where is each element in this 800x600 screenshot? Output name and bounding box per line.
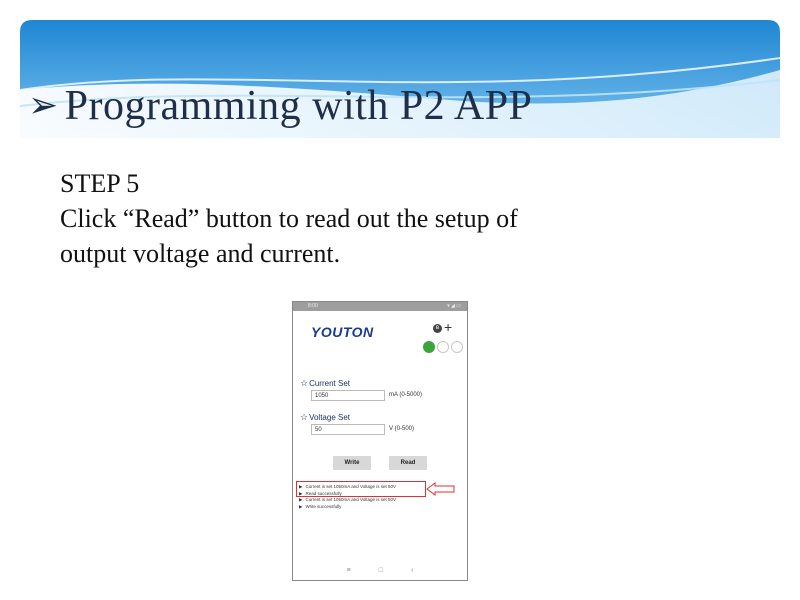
voltage-set-label-text: Voltage Set	[309, 413, 350, 422]
step-line-2: output voltage and current.	[60, 239, 341, 268]
step-heading: STEP 5	[60, 169, 140, 198]
write-button[interactable]: Write	[333, 456, 371, 470]
indicator-empty	[437, 341, 449, 353]
voltage-set-label	[300, 412, 350, 423]
connection-indicators	[423, 341, 463, 353]
add-icon[interactable]: +	[444, 319, 453, 335]
star-icon: ☆	[300, 378, 309, 388]
log-entry	[299, 504, 396, 511]
log-bullet-icon: ▶	[299, 490, 303, 496]
step-line-1: Click “Read” button to read out the setup of	[60, 204, 518, 233]
log-bullet-icon: ▶	[299, 497, 303, 502]
status-icons: ▾ ◢ ▭	[447, 303, 461, 309]
indicator-empty	[451, 341, 463, 353]
android-nav-bar	[293, 566, 467, 576]
bluetooth-icon[interactable]: ʙ	[433, 324, 442, 333]
star-icon: ☆	[300, 412, 309, 422]
log-entry-text: Current is set 1050mA and Voltage is set 50V	[305, 484, 397, 489]
log-bullet-icon: ▶	[299, 503, 303, 509]
status-bar	[293, 302, 467, 311]
log-bullet-icon: ▶	[299, 484, 303, 489]
pointer-arrow-icon	[426, 482, 456, 496]
message-log	[299, 484, 396, 510]
current-set-label	[300, 378, 350, 389]
slide-title-text: Programming with P2 APP	[64, 83, 533, 129]
voltage-input[interactable]: 50	[311, 424, 385, 435]
current-unit: mA (0-5000)	[389, 392, 423, 398]
log-entry-text: Write successfully	[305, 503, 342, 509]
slide-title	[28, 82, 532, 130]
current-input[interactable]: 1050	[311, 390, 385, 401]
home-icon[interactable]: □	[378, 567, 383, 574]
bluetooth-area[interactable]	[433, 319, 463, 336]
title-arrow-icon: ➢	[28, 85, 59, 125]
log-entry-text: Read successfully	[305, 490, 342, 496]
phone-screenshot	[292, 301, 468, 581]
voltage-unit: V (0-500)	[389, 426, 415, 432]
current-set-label-text: Current Set	[309, 379, 350, 388]
log-entry-text: Current is set 1050mA and Voltage is set 50V	[305, 497, 397, 502]
back-icon[interactable]: ‹	[410, 567, 414, 574]
menu-icon[interactable]: ≡	[346, 567, 351, 574]
indicator-connected	[423, 341, 435, 353]
app-logo: YOUTON	[311, 324, 374, 340]
read-button[interactable]: Read	[389, 456, 427, 470]
step-instructions	[60, 166, 760, 271]
status-time: 8:00	[308, 303, 318, 309]
